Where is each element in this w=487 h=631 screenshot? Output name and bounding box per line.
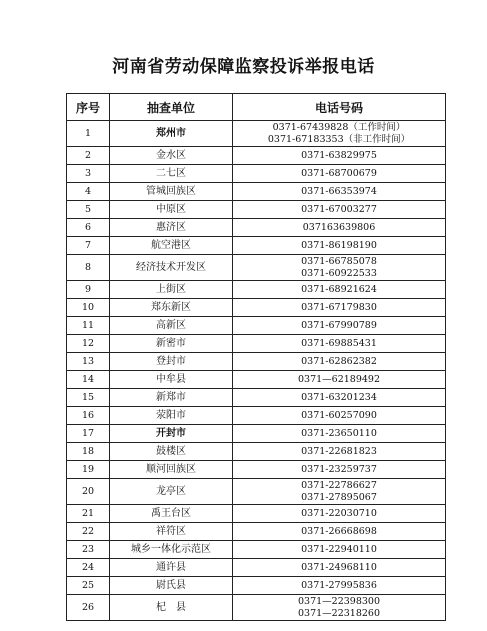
- row-unit: 祥符区: [110, 523, 233, 541]
- row-serial: 18: [67, 443, 110, 461]
- hotline-table: [66, 93, 446, 621]
- row-serial: 10: [67, 299, 110, 317]
- table-row: [67, 281, 446, 299]
- row-serial: 19: [67, 461, 110, 479]
- phone-number: 0371-63201234: [301, 391, 377, 403]
- table-row: [67, 299, 446, 317]
- phone-number: 0371-22030710: [301, 507, 377, 519]
- table-row: [67, 577, 446, 595]
- table-row: [67, 389, 446, 407]
- table-row: [67, 443, 446, 461]
- row-unit: 鼓楼区: [110, 443, 233, 461]
- row-phone: [233, 281, 446, 299]
- row-phone: [233, 353, 446, 371]
- table-header-row: [67, 94, 446, 121]
- row-serial: 7: [67, 237, 110, 255]
- row-serial: 16: [67, 407, 110, 425]
- table-row: [67, 147, 446, 165]
- row-unit: 郑东新区: [110, 299, 233, 317]
- phone-number: 0371-67179830: [301, 301, 377, 313]
- row-phone: [233, 407, 446, 425]
- row-phone: [233, 389, 446, 407]
- row-unit: 管城回族区: [110, 183, 233, 201]
- phone-number: 0371—22398300: [297, 595, 381, 607]
- row-unit: 顺河回族区: [110, 461, 233, 479]
- row-phone: [233, 299, 446, 317]
- row-serial: 8: [67, 255, 110, 281]
- page-title: 河南省劳动保障监察投诉举报电话: [112, 57, 375, 77]
- row-unit: 登封市: [110, 353, 233, 371]
- header-serial: 序号: [67, 94, 110, 121]
- header-unit: 抽查单位: [110, 94, 233, 121]
- phone-number: 0371-60922533: [301, 267, 377, 279]
- phone-number: 0371—62189492: [297, 373, 381, 385]
- table-row: [67, 165, 446, 183]
- table-row: [67, 371, 446, 389]
- phone-number: 0371-27995836: [301, 579, 377, 591]
- table-body: [67, 121, 446, 621]
- phone-number: 0371-68921624: [301, 283, 377, 295]
- phone-number: 0371-26668698: [301, 525, 377, 537]
- phone-number: 0371-60257090: [301, 409, 377, 421]
- row-phone: [233, 479, 446, 505]
- table-row: [67, 237, 446, 255]
- phone-number: 0371-27895067: [301, 491, 377, 503]
- row-serial: 22: [67, 523, 110, 541]
- table-row: [67, 425, 446, 443]
- row-phone: [233, 541, 446, 559]
- row-phone: [233, 121, 446, 147]
- row-serial: 20: [67, 479, 110, 505]
- row-unit: 金水区: [110, 147, 233, 165]
- row-serial: 13: [67, 353, 110, 371]
- row-serial: 23: [67, 541, 110, 559]
- phone-number: 0371-22786627: [301, 479, 377, 491]
- row-serial: 15: [67, 389, 110, 407]
- phone-number: 0371-23650110: [301, 427, 377, 439]
- table-row: [67, 255, 446, 281]
- table-row: [67, 505, 446, 523]
- phone-number: 0371-68700679: [301, 167, 377, 179]
- phone-number: 0371-62862382: [301, 355, 377, 367]
- phone-number: 037163639806: [302, 221, 376, 233]
- phone-number: 0371-66785078: [301, 255, 377, 267]
- phone-number: 0371-67990789: [301, 319, 377, 331]
- table-row: [67, 479, 446, 505]
- row-phone: [233, 317, 446, 335]
- phone-number: 0371-66353974: [301, 185, 377, 197]
- row-unit: 龙亭区: [110, 479, 233, 505]
- row-phone: [233, 219, 446, 237]
- table-row: [67, 317, 446, 335]
- phone-number: 0371-22681823: [301, 445, 377, 457]
- row-serial: 25: [67, 577, 110, 595]
- row-phone: [233, 335, 446, 353]
- table-row: [67, 335, 446, 353]
- row-phone: [233, 425, 446, 443]
- row-unit: 杞 县: [110, 595, 233, 621]
- row-serial: 17: [67, 425, 110, 443]
- row-unit: 禹王台区: [110, 505, 233, 523]
- row-unit: 荥阳市: [110, 407, 233, 425]
- row-phone: [233, 183, 446, 201]
- row-unit: 航空港区: [110, 237, 233, 255]
- phone-number: 0371—22318260: [297, 607, 381, 619]
- row-unit: 经济技术开发区: [110, 255, 233, 281]
- row-serial: 1: [67, 121, 110, 147]
- row-unit: 二七区: [110, 165, 233, 183]
- row-serial: 5: [67, 201, 110, 219]
- table-row: [67, 407, 446, 425]
- row-phone: [233, 165, 446, 183]
- table-row: [67, 559, 446, 577]
- row-unit: 中原区: [110, 201, 233, 219]
- row-unit: 上街区: [110, 281, 233, 299]
- row-serial: 21: [67, 505, 110, 523]
- row-serial: 12: [67, 335, 110, 353]
- table-row: [67, 219, 446, 237]
- row-serial: 3: [67, 165, 110, 183]
- phone-number: 0371-23259737: [301, 463, 377, 475]
- row-phone: [233, 147, 446, 165]
- phone-number: 0371-22940110: [301, 543, 377, 555]
- header-phone: 电话号码: [233, 94, 446, 121]
- row-unit: 城乡一体化示范区: [110, 541, 233, 559]
- table-row: [67, 201, 446, 219]
- row-serial: 11: [67, 317, 110, 335]
- row-phone: [233, 371, 446, 389]
- table-row: [67, 121, 446, 147]
- row-unit: 郑州市: [110, 121, 233, 147]
- row-phone: [233, 237, 446, 255]
- row-serial: 14: [67, 371, 110, 389]
- row-unit: 中牟县: [110, 371, 233, 389]
- row-serial: 26: [67, 595, 110, 621]
- table-row: [67, 595, 446, 621]
- row-unit: 尉氏县: [110, 577, 233, 595]
- row-serial: 6: [67, 219, 110, 237]
- phone-number: 0371-67439828（工作时间）: [272, 121, 406, 133]
- row-phone: [233, 595, 446, 621]
- row-phone: [233, 505, 446, 523]
- table-row: [67, 353, 446, 371]
- row-unit: 通许县: [110, 559, 233, 577]
- table-row: [67, 183, 446, 201]
- table-row: [67, 461, 446, 479]
- phone-number: 0371-67183353（非工作时间）: [267, 133, 411, 145]
- row-phone: [233, 461, 446, 479]
- phone-number: 0371-63829975: [301, 149, 377, 161]
- row-phone: [233, 523, 446, 541]
- row-phone: [233, 577, 446, 595]
- table-row: [67, 523, 446, 541]
- row-unit: 开封市: [110, 425, 233, 443]
- phone-number: 0371-86198190: [301, 239, 377, 251]
- row-phone: [233, 201, 446, 219]
- row-phone: [233, 443, 446, 461]
- table-row: [67, 541, 446, 559]
- row-phone: [233, 255, 446, 281]
- phone-number: 0371-69885431: [301, 337, 377, 349]
- row-unit: 新密市: [110, 335, 233, 353]
- row-serial: 24: [67, 559, 110, 577]
- phone-number: 0371-24968110: [301, 561, 377, 573]
- row-serial: 2: [67, 147, 110, 165]
- row-serial: 9: [67, 281, 110, 299]
- phone-number: 0371-67003277: [301, 203, 377, 215]
- row-unit: 新郑市: [110, 389, 233, 407]
- row-phone: [233, 559, 446, 577]
- row-unit: 高新区: [110, 317, 233, 335]
- row-unit: 惠济区: [110, 219, 233, 237]
- row-serial: 4: [67, 183, 110, 201]
